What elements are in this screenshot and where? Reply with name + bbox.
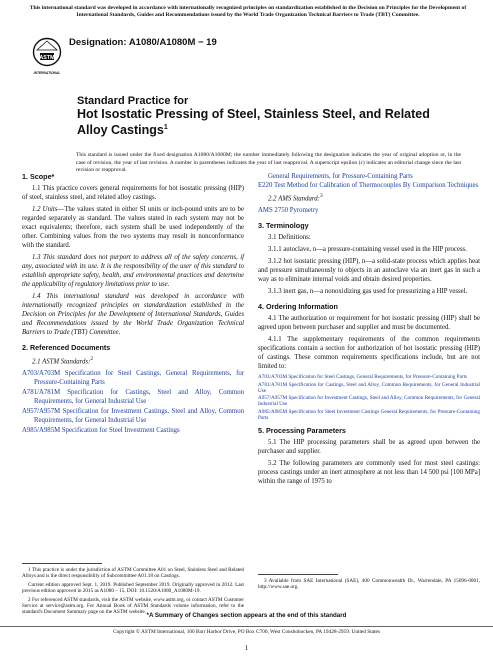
ref-a985-continued[interactable]: General Requirements, for Pressure-Containing Parts <box>268 173 413 180</box>
right-column <box>258 172 480 489</box>
footnote-1b: Current edition approved Sept. 1, 2019. Published September 2019. Originally approved in 2012. Last previous edition approved in 2015 as A1080 – 15. DOI: 10.1520/A1080_A1080M-19. <box>22 581 244 595</box>
para-1-2: 1.2 Units—The values stated in either SI units or inch-pound units are to be regarded separately as standard. The values stated in each system may not be exact equivalents; therefore, each system shall be used independently of the other. Combining values from the two systems may result in nonconformance with the standard. <box>22 206 244 249</box>
para-1-1: 1.1 This practice covers general requirements for hot isostatic pressing (HIP) of steel, stainless steel, and related alloy castings. <box>22 185 244 201</box>
para-3-1-1: 3.1.1 autoclave, n—a pressure-containing vessel used in the HIP process. <box>268 246 467 254</box>
mini-ref-a957[interactable]: A957/A957M Specification for Investment Castings, Steel and Alloy, Common Requirements, for General Industrial Use <box>258 395 480 408</box>
para-2-1: 2.1 ASTM Standards:$^2$ <box>32 356 94 366</box>
para-5-1: 5.1 The HIP processing parameters shall be as agreed upon between the purchaser and supplier. <box>258 439 480 456</box>
summary-of-changes-note: *A Summary of Changes section appears at the end of this standard <box>146 612 347 619</box>
processing-heading: 5. Processing Parameters <box>258 426 346 436</box>
ordering-heading: 4. Ordering Information <box>258 302 338 312</box>
ref-a703[interactable]: A703/A703M Specification for Steel Castings, General Requirements, for Pressure-Containing Parts <box>22 370 244 387</box>
ref-a781[interactable]: A781/A781M Specification for Castings, Steel and Alloy, Common Requirements, for General Industrial Use <box>22 389 245 406</box>
left-column <box>22 172 244 436</box>
footnote-2: 2 For referenced ASTM standards, visit the ASTM website, www.astm.org, or contact ASTM Customer Service at service@astm.org. For Annual Book of ASTM Standards volume information, refer to the standard's Document Summary page on the ASTM website. <box>22 596 244 616</box>
footnote-rule-left <box>22 563 102 564</box>
footnote-rule-right <box>258 574 338 575</box>
para-3-1-3: 3.1.3 inert gas, n—a nonoxidizing gas used for pressurizing a HIP vessel. <box>268 288 468 296</box>
para-3-1: 3.1 Definitions: <box>268 234 311 242</box>
designation: Designation: A1080/A1080M − 19 <box>69 37 217 48</box>
ref-e220[interactable]: E220 Test Method for Calibration of Thermocouples By Comparison Techniques <box>258 182 479 189</box>
para-4-1-1: 4.1.1 The supplementary requirements of the common requirements specifications contain a section for authorization of hot isostatic pressing (HIP) of castings. These common requirements specifications include, but are not limited to: <box>258 336 480 371</box>
mini-ref-a985[interactable]: A985/A985M Specification for Steel Investment Castings General Requirements, for Pressure-Containing Parts <box>258 408 480 422</box>
para-3-1-2: 3.1.2 hot isostatic pressing (HIP), n—a solid-state process which applies heat and pressure simultaneously to objects in an autoclave via an inert gas in such a way as to eliminate internal voids and obtain desired properties. <box>258 258 480 284</box>
para-2-2: 2.2 AMS Standard:$^3$ <box>268 193 323 203</box>
top-notice: This international standard was developed in accordance with internationally recognized principles on standardization established in the Decision on Principles for the Development of International Standards, Guides and Recommendations issued by the World Trade Organization Technical Barriers to Trade (TBT) Committee. <box>29 5 467 19</box>
svg-text:INTERNATIONAL: INTERNATIONAL <box>33 71 61 75</box>
svg-text:ASTM: ASTM <box>39 54 55 61</box>
title-line-1: Standard Practice for <box>77 95 189 107</box>
title-line-2: Hot Isostatic Pressing of Steel, Stainless Steel, and Related <box>77 107 430 121</box>
para-5-2: 5.2 The following parameters are commonly used for most steel castings: process castings under an inert atmosphere at not less than 14 500 psi [100 MPa] within the range of 1975 to <box>258 460 480 486</box>
para-1-4: 1.4 This international standard was developed in accordance with internationally recognized principles on standardization established in the Decision on Principles for the Development of International Standards, Guides and Recommendations issued by the World Trade Organization Technical Barriers to Trade (TBT) Committee. <box>22 293 244 336</box>
ref-a985[interactable]: A985/A985M Specification for Steel Investment Castings <box>22 427 180 435</box>
footnotes-left <box>22 567 244 618</box>
mini-ref-a781[interactable]: A781/A781M Specification for Castings, Steel and Alloy, Common Requirements, for General Industrial Use <box>258 381 480 394</box>
footnote-3: 3 Available from SAE International (SAE), 400 Commonwealth Dr., Warrendale, PA 15096-0001, http://www.sae.org. <box>258 578 480 591</box>
page-number: 1 <box>244 644 249 652</box>
terminology-heading: 3. Terminology <box>258 221 309 231</box>
copyright-line: Copyright © ASTM International, 100 Barr Harbor Drive, PO Box C700, West Conshohocken, PA 19428-2959. United States <box>0 626 493 635</box>
mini-ref-a703[interactable]: A703/A703M Specification for Steel Castings, General Requirements, for Pressure-Containing Parts <box>258 374 468 381</box>
title-line-3: Alloy Castings$^1$ <box>77 123 168 138</box>
ref-a957[interactable]: A957/A957M Specification for Investment Castings, Steel and Alloy, Common Requirements, for General Industrial Use <box>22 408 244 425</box>
para-1-3: 1.3 This standard does not purport to address all of the safety concerns, if any, associated with its use. It is the responsibility of the user of this standard to establish appropriate safety, health, and environmental practices and determine the applicability of regulatory limitations prior to use. <box>22 254 244 288</box>
ref-ams2750[interactable]: AMS 2750 Pyrometry <box>258 207 319 215</box>
footnotes-right <box>258 578 480 593</box>
scope-heading: 1. Scope* <box>22 172 55 181</box>
document-title <box>77 95 430 137</box>
ref-heading: 2. Referenced Documents <box>22 343 111 352</box>
issue-note: This standard is issued under the fixed designation A1080/A1080M; the number immediately following the designation indicates the year of original adoption or, in the case of revision, the year of last revision. A number in parentheses indicates the year of last reapproval. A superscript epsilon (ε) indicates an editorial change since the last revision or reapproval. <box>76 152 461 173</box>
footnote-1: 1 This practice is under the jurisdiction of ASTM Committee A01 on Steel, Stainless Steel and Related Alloys and is the direct responsibility of Subcommittee A01.18 on Castings. <box>22 567 244 580</box>
astm-logo <box>32 37 62 81</box>
para-4-1: 4.1 The authorization or requirement for hot isostatic pressing (HIP) shall be agreed upon between purchaser and supplier and must be documented. <box>258 315 480 332</box>
